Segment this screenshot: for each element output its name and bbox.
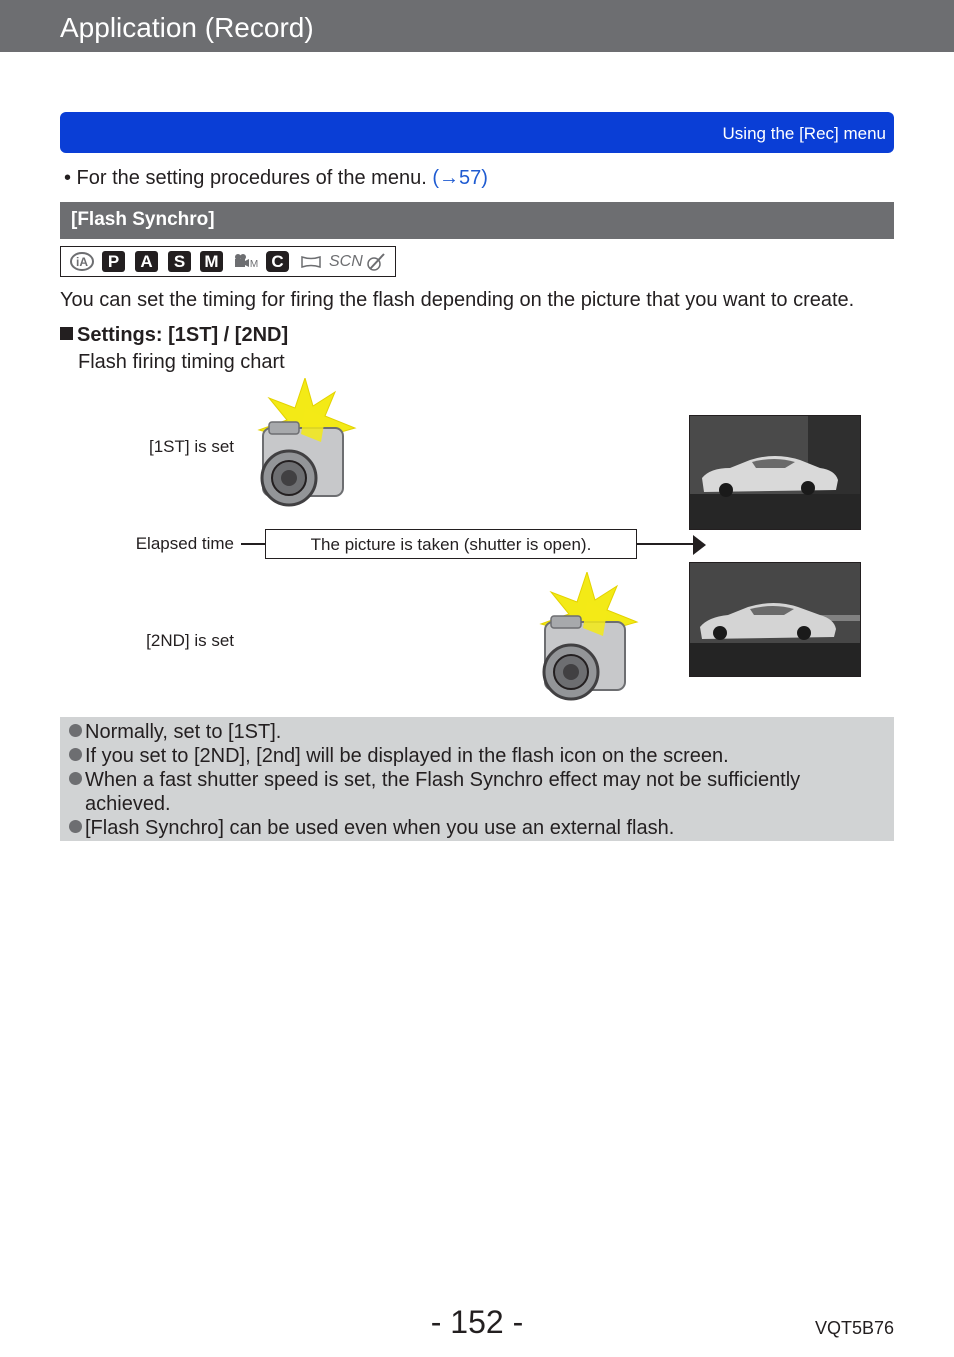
bullet-icon <box>69 772 82 785</box>
camera-flash-1st-icon <box>255 378 357 510</box>
settings-heading <box>60 324 288 347</box>
timeline-arrow-icon <box>693 535 707 555</box>
p-mode-icon: P <box>102 251 125 272</box>
svg-text:iA: iA <box>76 255 88 269</box>
note-item: When a fast shutter speed is set, the Flash Synchro effect may not be sufficiently <box>69 768 800 792</box>
rec-menu-banner <box>60 112 894 153</box>
intro-text: You can set the timing for firing the flash depending on the picture that you want to create. <box>60 289 855 311</box>
creative-control-mode-icon <box>362 251 388 272</box>
mode-icons-row <box>60 246 396 277</box>
menu-procedure-note <box>64 167 488 190</box>
note-item-continued: achieved. <box>85 793 171 815</box>
shutter-open-text: The picture is taken (shutter is open). <box>310 535 592 554</box>
section-title: [Flash Synchro] <box>71 209 215 230</box>
square-bullet-icon <box>60 327 73 340</box>
bullet-icon <box>69 820 82 833</box>
example-photo-1st <box>689 415 861 530</box>
notes-box <box>60 717 894 841</box>
timeline-line-right <box>637 543 695 545</box>
page-reference-link[interactable]: (→57) <box>432 167 488 189</box>
label-elapsed-time: Elapsed time <box>135 534 234 553</box>
page-header-title: Application (Record) <box>60 12 314 43</box>
note-text: • For the setting procedures of the menu. <box>64 167 433 189</box>
scn-mode-icon: SCN <box>329 253 363 270</box>
shutter-open-box <box>265 529 637 559</box>
bullet-icon <box>69 724 82 737</box>
panorama-mode-icon <box>299 251 323 272</box>
rec-menu-link[interactable]: Using the [Rec] menu <box>722 124 886 143</box>
note-item: [Flash Synchro] can be used even when you use an external flash. <box>69 816 674 840</box>
s-mode-icon: S <box>168 251 191 272</box>
header-bar <box>0 0 954 52</box>
movie-m-mode-icon <box>232 251 258 272</box>
section-header <box>60 202 894 239</box>
note-item: Normally, set to [1ST]. <box>69 720 281 744</box>
m-mode-icon: M <box>200 251 223 272</box>
timeline-line-left <box>241 543 265 545</box>
bullet-icon <box>69 748 82 761</box>
page-number: - 152 - <box>430 1304 524 1340</box>
document-code: VQT5B76 <box>814 1318 894 1338</box>
svg-text:M: M <box>249 259 258 270</box>
a-mode-icon: A <box>135 251 158 272</box>
example-photo-2nd <box>689 562 861 677</box>
label-1st-set: [1ST] is set <box>148 437 234 456</box>
chart-caption: Flash firing timing chart <box>78 351 285 373</box>
label-2nd-set: [2ND] is set <box>146 631 234 650</box>
settings-text: Settings: [1ST] / [2ND] <box>77 324 289 346</box>
camera-flash-2nd-icon <box>537 572 639 704</box>
ia-mode-icon <box>70 251 94 272</box>
note-item: If you set to [2ND], [2nd] will be displayed in the flash icon on the screen. <box>69 744 729 768</box>
c-mode-icon: C <box>266 251 289 272</box>
